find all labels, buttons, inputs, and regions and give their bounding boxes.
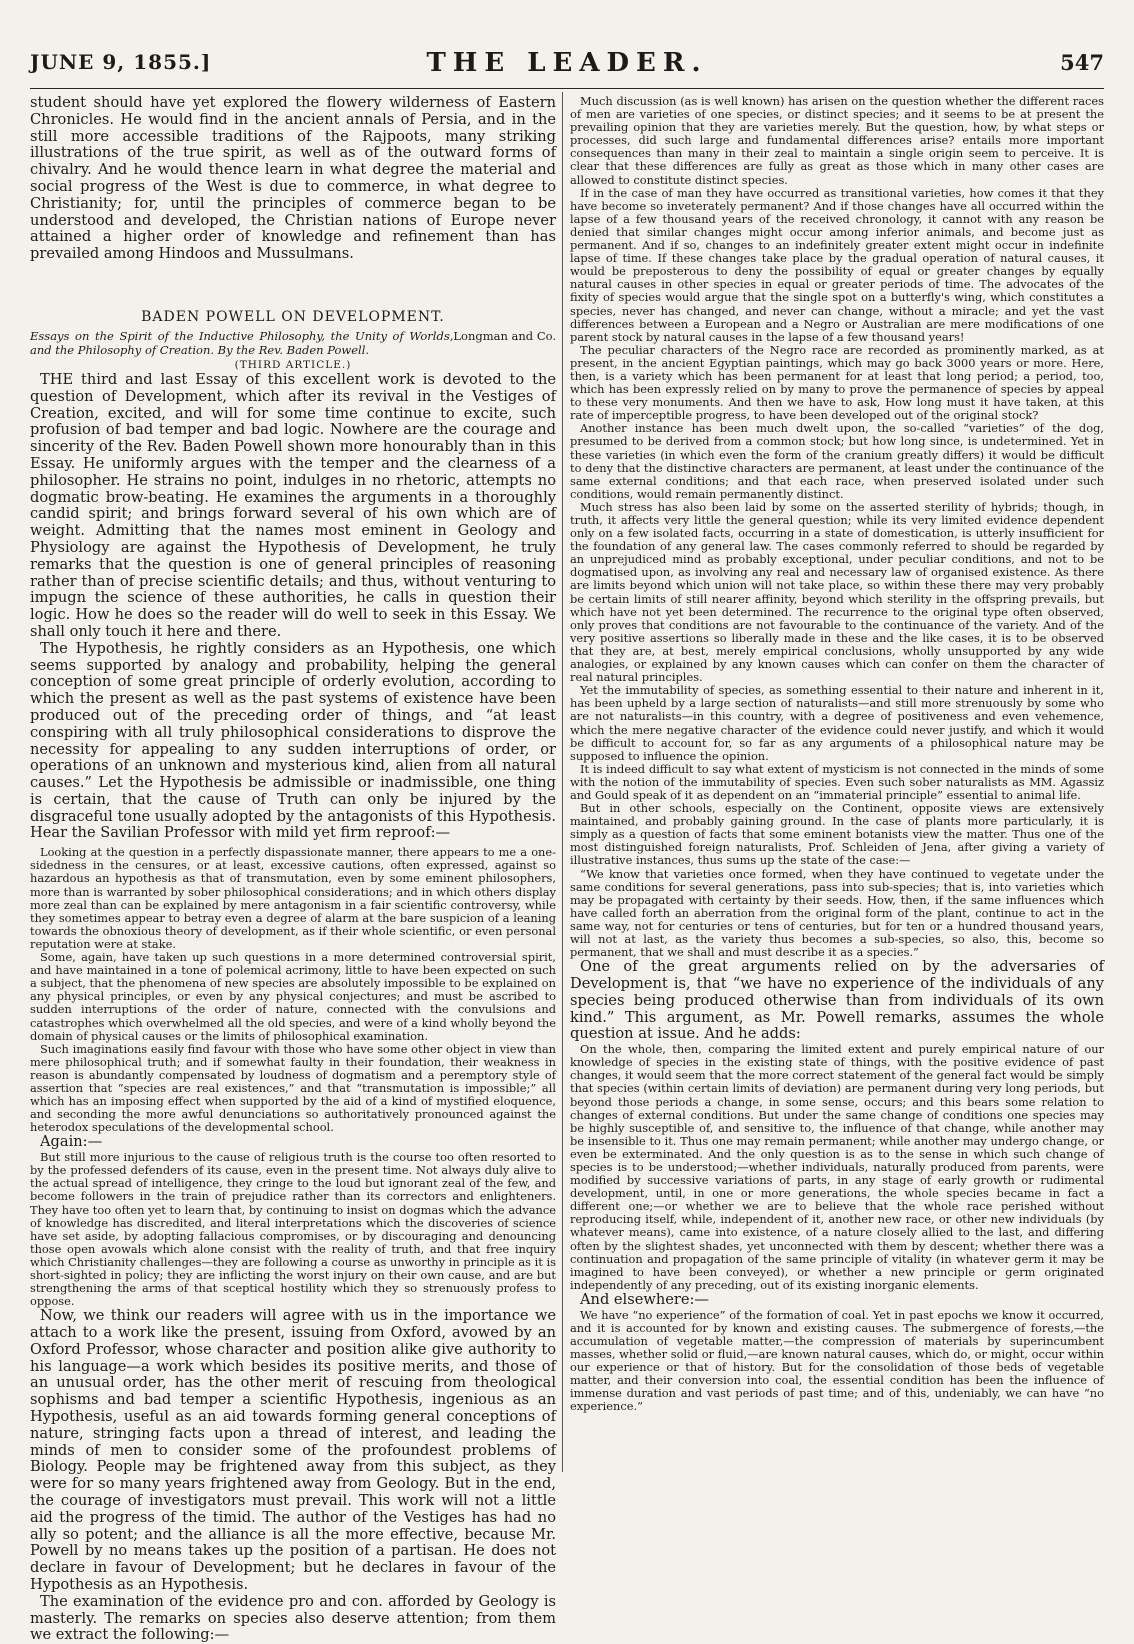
quote-paragraph: “We know that varieties once formed, when they have continued to vegetate under the same conditions for several generations, pass into sub-species; that is, into varieties which may be propagated with certainty by their seeds. How, then, if the same influences which have called forth an aberration from the original form of the plant, continue to act in the same way, not for centuries or tens of centuries, but for ten or a hundred thousand years, will not at last, as the variety thus becomes a sub-species, so also, this, become so permanent, that we shall and must describe it as a species.”: [570, 866, 1104, 960]
quote-paragraph: Much stress has also been laid by some on the asserted sterility of hybrids; though, in truth, it affects very little the general question; while its very limited evidence dependent only on a few isolated facts, occurring in a state of domestication, is utterly insufficient for the foundation of any general law. The cases commonly referred to should be regarded by an unprejudiced mind as probably exceptional, under peculiar conditions, and not to be dogmatised upon, as involving any real and necessary law of organised existence. As there are limits beyond which union will not take place, so within these there may very probably be certain limits of still nearer affinity, beyond which sterility in the offspring prevails, but which have not yet been determined. The recurrence to the original type often observed, only proves that conditions are not favourable to the continuance of the variety. And of the very positive assertions so liberally made in these and the like cases, it is to be observed that they are, at best, merely empirical conclusions, wholly unsupported by any wide analogies, or explained by any known causes which can confer on them the character of real natural principles.: [570, 499, 1104, 685]
intro-paragraph: student should have yet explored the flowery wilderness of Eastern Chronicles. He would find in the ancient annals of Persia, and in the still more accessible traditions of the Rajpoots, many striking illustrations of the true spirit, as well as of the outward forms of chivalry. And he would thence learn in what degree the material and social progress of the West is due to commerce, in what degree to Christianity; for, until the principles of commerce began to be understood and developed, the Christian nations of Europe never attained a higher order of knowledge and refinement than has prevailed among Hindoos and Mussulmans.: [30, 94, 556, 263]
elsewhere-line: And elsewhere:—: [580, 1290, 709, 1308]
body-paragraph: One of the great arguments relied on by the adversaries of Development is, that “we have no experience of the individuals of any species being produced otherwise than from individuals of its own kind.” This argument, as Mr. Powell remarks, assumes the whole question at issue. And he adds:: [570, 958, 1104, 1043]
body-paragraph: Now, we think our readers will agree with us in the importance we attach to a work like the present, issuing from Oxford, avowed by an Oxford Professor, whose character and position alike give authority to his language—a work which besides its positive merits, and those of an unusual order, has the other merit of rescuing from theological sophisms and bad temper a scientific Hypothesis, ingenious as an Hypothesis, useful as an aid towards forming general conceptions of nature, stringing facts upon a thread of interest, and leading the minds of men to consider some of the profoundest problems of Biology. People may be frightened away from this subject, as they were for so many years frightened away from Geology. But in the end, the courage of investigators must prevail. This work will not a little aid the progress of the timid. The author of the Vestiges has had no ally so potent; and the alliance is all the more effective, because Mr. Powell by no means takes up the position of a partisan. He does not declare in favour of Development; but he declares in favour of the Hypothesis as an Hypothesis.: [30, 1307, 556, 1594]
quote-paragraph: The peculiar characters of the Negro race are recorded as prominently marked, as at present, in the ancient Egyptian paintings, which may go back 3000 years or more. Here, then, is a variety which has been permanent for at least that long period; a period, too, which has been expressly relied on by many to prove the permanence of species by appeal to these very monuments. And then we have to ask, How long must it have taken, at this rate of imperceptible progress, to have been developed out of the original stock?: [570, 342, 1104, 423]
issue-date: JUNE 9, 1855.]: [30, 50, 212, 74]
article-heading: BADEN POWELL ON DEVELOPMENT.: [141, 308, 445, 325]
body-paragraph: THE third and last Essay of this excellent work is devoted to the question of Development, which after its revival in the Vestiges of Creation, excited, and will for some time continue to excite, such profusion of bad temper and bad logic. Nowhere are the courage and sincerity of the Rev. Baden Powell shown more honourably than in this Essay. He uniformly argues with the temper and the clearness of a philosopher. He strains no point, indulges in no rhetoric, attempts no dogmatic brow-beating. He examines the arguments in a thoroughly candid spirit; and brings forward several of his own which are of weight. Admitting that the names most eminent in Geology and Physiology are against the Hypothesis of Development, he truly remarks that the question is one of general principles of reasoning rather than of precise scientific details; and thus, without venturing to impugn the science of these authorities, he calls in question their logic. How he does so the reader will do well to seek in this Essay. We shall only touch it here and there.: [30, 370, 556, 640]
quote-paragraph: Some, again, have taken up such questions in a more determined controversial spirit, and have maintained in a tone of polemical acrimony, little to have been expected on such a subject, that the phenomena of new species are absolutely impossible to be explained on any physical principles, or even by any physical conjectures; and must be ascribed to sudden interruptions of the order of nature, connected with the convulsions and catastrophes which overwhelmed all the old species, and were of a kind wholly beyond the domain of physical causes or the limits of philosophical examination.: [30, 950, 556, 1043]
book-title-text: Essays on the Spirit of the Inductive Philosophy, the Unity of Worlds, and the Philosophy of Creation. By the Rev. Baden Powell.: [30, 328, 454, 357]
column-divider: [562, 92, 563, 1472]
quote-paragraph: Yet the immutability of species, as something essential to their nature and inherent in it, has been upheld by a large section of naturalists—and still more strenuously by some who are not naturalists—in this country, with a degree of positiveness and even vehemence, which the mere negative character of the evidence could never justify, and which it would be difficult to account for, so far as any arguments of a philosophical nature may be supposed to influence the opinion.: [570, 683, 1104, 763]
quote-paragraph: Looking at the question in a perfectly dispassionate manner, there appears to me a one-sidedness in the censures, or at least, excessive cautions, often expressed, against so hazardous an hypothesis as that of transmutation, even by some eminent philosophers, more than is warranted by sober philosophical considerations; and in which others display more zeal than can be explained by mere antagonism in a fair scientific controversy, while they sometimes appear to betray even a degree of alarm at the bare suspicion of a leaning towards the obnoxious theory of development, as if their whole scientific, or even personal reputation were at stake.: [30, 845, 556, 951]
body-paragraph: The Hypothesis, he rightly considers as an Hypothesis, one which seems supported by analogy and probability, helping the general conception of some great principle of orderly evolution, according to which the present as well as the past systems of existence have been produced out of the preceding order of things, and “at least conspiring with all truly philosophical considerations to disprove the necessity for appealing to any sudden interruptions of order, or operations of an unknown and mysterious kind, alien from all natural causes.” Let the Hypothesis be admissible or inadmissible, one thing is certain, that the cause of Truth can only be injured by the disgraceful tone usually adopted by the antagonists of this Hypothesis. Hear the Savilian Professor with mild yet firm reproof:—: [30, 639, 556, 842]
quote-paragraph: But still more injurious to the cause of religious truth is the course too often resorted to by the professed defenders of its cause, even in the present time. Not always duly alive to the actual spread of intelligence, they cringe to the loud but ignorant zeal of the few, and become followers in the train of prejudice rather than its correctors and enlighteners. They have too often yet to learn that, by continuing to insist on dogmas which the advance of knowledge has discredited, and literal interpretations which the discoveries of science have set aside, by adopting fallacious compromises, or by discouraging and denouncing those open avowals which alone consist with the reality of truth, and that free inquiry which Christianity challenges—they are following a course as unworthy in principle as it is short-sighted in policy; they are inflicting the worst injury on their own cause, and are but strengthening the arms of that sceptical hostility which they so strenuously profess to oppose.: [30, 1150, 556, 1309]
quote-paragraph: It is indeed difficult to say what extent of mysticism is not connected in the minds of some with the notion of the immutability of species. Even such sober naturalists as MM. Agassiz and Gould speak of it as dependent on an “immaterial principle” essential to animal life.: [570, 761, 1104, 802]
article-number: (THIRD ARTICLE.): [234, 358, 352, 371]
quote-paragraph: If in the case of man they have occurred as transitional varieties, how comes it that they have become so inveterately permanent? And if those changes have all occurred within the lapse of a few thousand years of the received chronology, it cannot with any reason be denied that similar changes might occur among inferior animals, and become just as permanent. And if so, changes to an indefinitely greater extent might occur in indefinite lapse of time. If these changes take place by the gradual operation of natural causes, it would be preposterous to deny the possibility of equal or greater changes by equally natural causes in other species in equal or greater periods of time. The advocates of the fixity of species would argue that the single spot on a butterfly's wing, which constitutes a species, never has changed, and never can change, without a miracle; and yet the vast differences between a European and a Negro or Australian are mere modifications of one parent stock by natural causes in the lapse of a few thousand years!: [570, 185, 1104, 344]
quote-paragraph: Such imaginations easily find favour with those who have some other object in view than mere philosophical truth; and if somewhat faulty in their foundation, their weakness in reason is abundantly compensated by loudness of dogmatism and a peremptory style of assertion that “species are real existences,” and that “transmutation is impossible;” all which has an imposing effect when supported by the aid of a kind of mystified eloquence, and seconding the more awful denunciations so authoritatively pronounced against the heterodox speculations of the developmental school.: [30, 1041, 556, 1135]
masthead: [30, 48, 1104, 89]
page-number: 547: [1060, 50, 1104, 75]
publisher: Longman and Co.: [453, 328, 556, 343]
body-paragraph: The examination of the evidence pro and con. afforded by Geology is masterly. The remarks on species also deserve attention; from them we extract the following:—: [30, 1592, 556, 1644]
right-column: [570, 95, 1104, 1477]
quote-paragraph: Another instance has been much dwelt upon, the so-called “varieties” of the dog, presumed to be derived from a common stock; but how long since, is undetermined. Yet in these varieties (in which even the form of the cranium greatly differs) it would be difficult to deny that the distinctive characters are permanent, at least under the continuance of the same external conditions; and that each race, when preserved isolated under such conditions, would remain permanently distinct.: [570, 421, 1104, 501]
quote-paragraph: Much discussion (as is well known) has arisen on the question whether the different races of men are varieties of one species, or distinct species; and it seems to be at present the prevailing opinion that they are varieties merely. But the question, how, by what steps or processes, did such large and fundamental differences arise? entails more important consequences than many in their zeal to maintain a single origin seem to perceive. It is clear that these differences are fully as great as those which in many other cases are allowed to constitute distinct species.: [570, 94, 1104, 187]
newspaper-title: THE LEADER.: [426, 48, 708, 78]
book-title: [30, 329, 556, 357]
quote-paragraph: On the whole, then, comparing the limited extent and purely empirical nature of our knowledge of species in the existing state of things, with the positive evidence of past changes, it would seem that the more correct statement of the general fact would be simply that species (within certain limits of deviation) are permanent during very long periods, but beyond those periods a change, in some sense, occurs; and this bears some relation to changes of external conditions. But under the same change of conditions one species may be highly susceptible of, and sensitive to, the influence of that change, while another may be insensible to it. Thus one may remain permanent; while another may undergo change, or even be exterminated. And the only question is as to the sense in which such change of species is to be understood;—whether individuals, naturally produced from parents, were modified by successive variations of parts, in any stage of early growth or rudimental development, until, in one or more generations, the whole species became in fact a different one;—or whether we are to believe that the whole race perished without reproducing itself, while, independent of it, another new race, or other new individuals (by whatever means), came into existence, of a nature closely allied to the last, and differing often by the slightest shades, yet unconnected with them by descent; whether there was a continuation and propagation of the same principle of vitality (in whatever germ it may be imagined to have been conveyed), or whether a new principle or germ originated independently of any preceding, out of its existing inorganic elements.: [570, 1042, 1104, 1292]
again-line: Again:—: [40, 1133, 103, 1151]
quote-paragraph: We have “no experience” of the formation of coal. Yet in past epochs we know it occurred, and it is accounted for by known and existing causes. The submergence of forests,—the accumulation of vegetable matter,—the compression of materials by superincumbent masses, whether solid or fluid,—are known natural causes, which do, or might, occur within our experience or that of history. But for the consolidation of those beds of vegetable matter, and their conversion into coal, the essential condition has been the influence of immense duration and vast periods of past time; and of this, undeniably, we can have “no experience.”: [570, 1307, 1104, 1414]
left-column: [30, 94, 556, 1644]
quote-paragraph: But in other schools, especially on the Continent, opposite views are extensively maintained, and probably gaining ground. In the case of plants more particularly, it is simply as a question of facts that some eminent botanists view the matter. Thus one of the most distinguished foreign naturalists, Prof. Schleiden of Jena, after giving a variety of illustrative instances, thus sums up the state of the case:—: [570, 801, 1104, 868]
